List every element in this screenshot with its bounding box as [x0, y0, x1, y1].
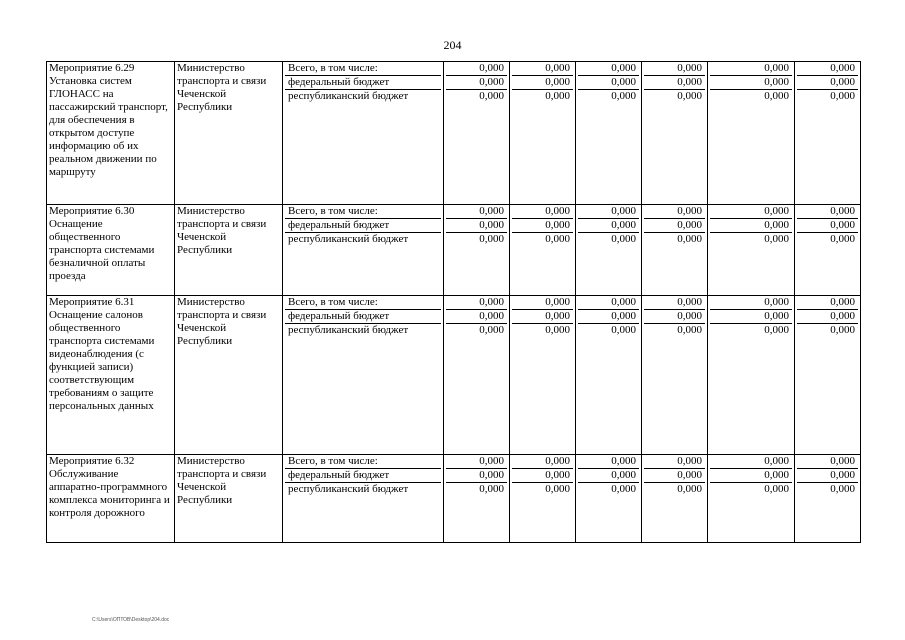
amount-value: 0,000	[764, 483, 789, 495]
amount-value: 0,000	[446, 76, 507, 90]
amount-value: 0,000	[512, 310, 573, 324]
amount-value: 0,000	[512, 62, 573, 76]
measure-name-cell: Мероприятие 6.31 Оснащение салонов общественного транспорта системами видеонаблюдения (с функцией записи) соответствующим требованиям о защите персональных данных	[47, 296, 175, 455]
amount-value: 0,000	[677, 324, 702, 336]
amount-value: 0,000	[644, 296, 705, 310]
amount-cell	[444, 205, 510, 296]
funding-source-label: Всего, в том числе:	[285, 205, 441, 219]
amount-cell	[510, 205, 576, 296]
amount-value: 0,000	[764, 233, 789, 245]
amount-cell	[510, 62, 576, 205]
funding-source-label: федеральный бюджет	[285, 469, 441, 483]
funding-source-cell	[283, 296, 444, 455]
responsible-cell: Министерство транспорта и связи Чеченской Республики	[175, 296, 283, 455]
amount-value: 0,000	[710, 469, 792, 483]
funding-source-cell	[283, 62, 444, 205]
amount-value: 0,000	[479, 483, 504, 495]
amount-value: 0,000	[710, 205, 792, 219]
amount-value: 0,000	[710, 455, 792, 469]
measure-name-cell: Мероприятие 6.29 Установка систем ГЛОНАСС на пассажирский транспорт, для обеспечения в открытом доступе информацию об их реальном движении по маршруту	[47, 62, 175, 205]
amount-value: 0,000	[512, 219, 573, 233]
amount-cell	[795, 296, 861, 455]
funding-source-label: республиканский бюджет	[288, 90, 409, 102]
funding-source-label: Всего, в том числе:	[285, 62, 441, 76]
amount-value: 0,000	[446, 455, 507, 469]
amount-value: 0,000	[644, 219, 705, 233]
amount-value: 0,000	[446, 469, 507, 483]
amount-value: 0,000	[677, 233, 702, 245]
amount-value: 0,000	[797, 62, 858, 76]
amount-value: 0,000	[446, 62, 507, 76]
amount-value: 0,000	[797, 76, 858, 90]
amount-cell	[642, 296, 708, 455]
amount-value: 0,000	[710, 219, 792, 233]
funding-source-label: федеральный бюджет	[285, 219, 441, 233]
amount-value: 0,000	[644, 62, 705, 76]
amount-cell	[708, 296, 795, 455]
amount-cell	[642, 62, 708, 205]
amount-value: 0,000	[512, 296, 573, 310]
funding-source-cell	[283, 455, 444, 543]
funding-source-label: республиканский бюджет	[288, 324, 409, 336]
amount-value: 0,000	[710, 76, 792, 90]
amount-value: 0,000	[710, 296, 792, 310]
funding-source-label: республиканский бюджет	[288, 233, 409, 245]
amount-value: 0,000	[710, 62, 792, 76]
amount-value: 0,000	[578, 205, 639, 219]
amount-cell	[576, 296, 642, 455]
amount-value: 0,000	[797, 219, 858, 233]
amount-value: 0,000	[644, 469, 705, 483]
amount-value: 0,000	[764, 90, 789, 102]
amount-value: 0,000	[611, 233, 636, 245]
amount-value: 0,000	[545, 324, 570, 336]
amount-value: 0,000	[446, 296, 507, 310]
amount-value: 0,000	[578, 62, 639, 76]
amount-value: 0,000	[644, 310, 705, 324]
amount-cell	[510, 296, 576, 455]
budget-table	[46, 61, 861, 543]
amount-value: 0,000	[545, 90, 570, 102]
amount-value: 0,000	[830, 233, 855, 245]
amount-value: 0,000	[797, 469, 858, 483]
amount-value: 0,000	[545, 233, 570, 245]
amount-value: 0,000	[479, 324, 504, 336]
amount-value: 0,000	[611, 483, 636, 495]
amount-value: 0,000	[611, 324, 636, 336]
amount-value: 0,000	[512, 455, 573, 469]
table-row	[47, 205, 861, 296]
amount-value: 0,000	[578, 469, 639, 483]
amount-cell	[642, 205, 708, 296]
amount-cell	[795, 205, 861, 296]
amount-value: 0,000	[512, 469, 573, 483]
amount-value: 0,000	[677, 483, 702, 495]
amount-cell	[576, 62, 642, 205]
amount-value: 0,000	[611, 90, 636, 102]
page-number: 204	[443, 38, 462, 52]
file-path-footer: C:\Users\ОПТОВ\Desktop\204.doc	[92, 617, 170, 623]
funding-source-label: Всего, в том числе:	[285, 296, 441, 310]
amount-value: 0,000	[677, 90, 702, 102]
amount-value: 0,000	[644, 205, 705, 219]
amount-cell	[795, 455, 861, 543]
funding-source-label: республиканский бюджет	[288, 483, 409, 495]
amount-cell	[708, 455, 795, 543]
amount-value: 0,000	[512, 205, 573, 219]
amount-cell	[510, 455, 576, 543]
amount-value: 0,000	[578, 219, 639, 233]
amount-value: 0,000	[479, 233, 504, 245]
amount-cell	[576, 455, 642, 543]
amount-value: 0,000	[830, 90, 855, 102]
amount-cell	[642, 455, 708, 543]
amount-value: 0,000	[578, 310, 639, 324]
measure-name-cell: Мероприятие 6.32 Обслуживание аппаратно-программного комплекса мониторинга и контроля дорожного	[47, 455, 175, 543]
amount-value: 0,000	[479, 90, 504, 102]
amount-value: 0,000	[446, 205, 507, 219]
amount-value: 0,000	[545, 483, 570, 495]
amount-cell	[708, 62, 795, 205]
amount-value: 0,000	[797, 310, 858, 324]
amount-cell	[795, 62, 861, 205]
responsible-cell: Министерство транспорта и связи Чеченской Республики	[175, 205, 283, 296]
amount-cell	[444, 455, 510, 543]
funding-source-label: федеральный бюджет	[285, 310, 441, 324]
responsible-cell: Министерство транспорта и связи Чеченской Республики	[175, 62, 283, 205]
amount-value: 0,000	[446, 310, 507, 324]
amount-value: 0,000	[644, 455, 705, 469]
funding-source-label: федеральный бюджет	[285, 76, 441, 90]
amount-value: 0,000	[578, 296, 639, 310]
amount-value: 0,000	[764, 324, 789, 336]
amount-cell	[444, 62, 510, 205]
amount-value: 0,000	[578, 455, 639, 469]
measure-name-cell: Мероприятие 6.30 Оснащение общественного транспорта системами безналичной оплаты проезда	[47, 205, 175, 296]
amount-value: 0,000	[797, 455, 858, 469]
amount-value: 0,000	[710, 310, 792, 324]
amount-value: 0,000	[644, 76, 705, 90]
amount-value: 0,000	[830, 324, 855, 336]
amount-value: 0,000	[830, 483, 855, 495]
amount-value: 0,000	[512, 76, 573, 90]
amount-value: 0,000	[797, 205, 858, 219]
amount-value: 0,000	[797, 296, 858, 310]
amount-cell	[708, 205, 795, 296]
funding-source-cell	[283, 205, 444, 296]
amount-cell	[576, 205, 642, 296]
amount-value: 0,000	[446, 219, 507, 233]
table-row	[47, 296, 861, 455]
table-row	[47, 455, 861, 543]
funding-source-label: Всего, в том числе:	[285, 455, 441, 469]
responsible-cell: Министерство транспорта и связи Чеченской Республики	[175, 455, 283, 543]
table-row	[47, 62, 861, 205]
amount-cell	[444, 296, 510, 455]
amount-value: 0,000	[578, 76, 639, 90]
